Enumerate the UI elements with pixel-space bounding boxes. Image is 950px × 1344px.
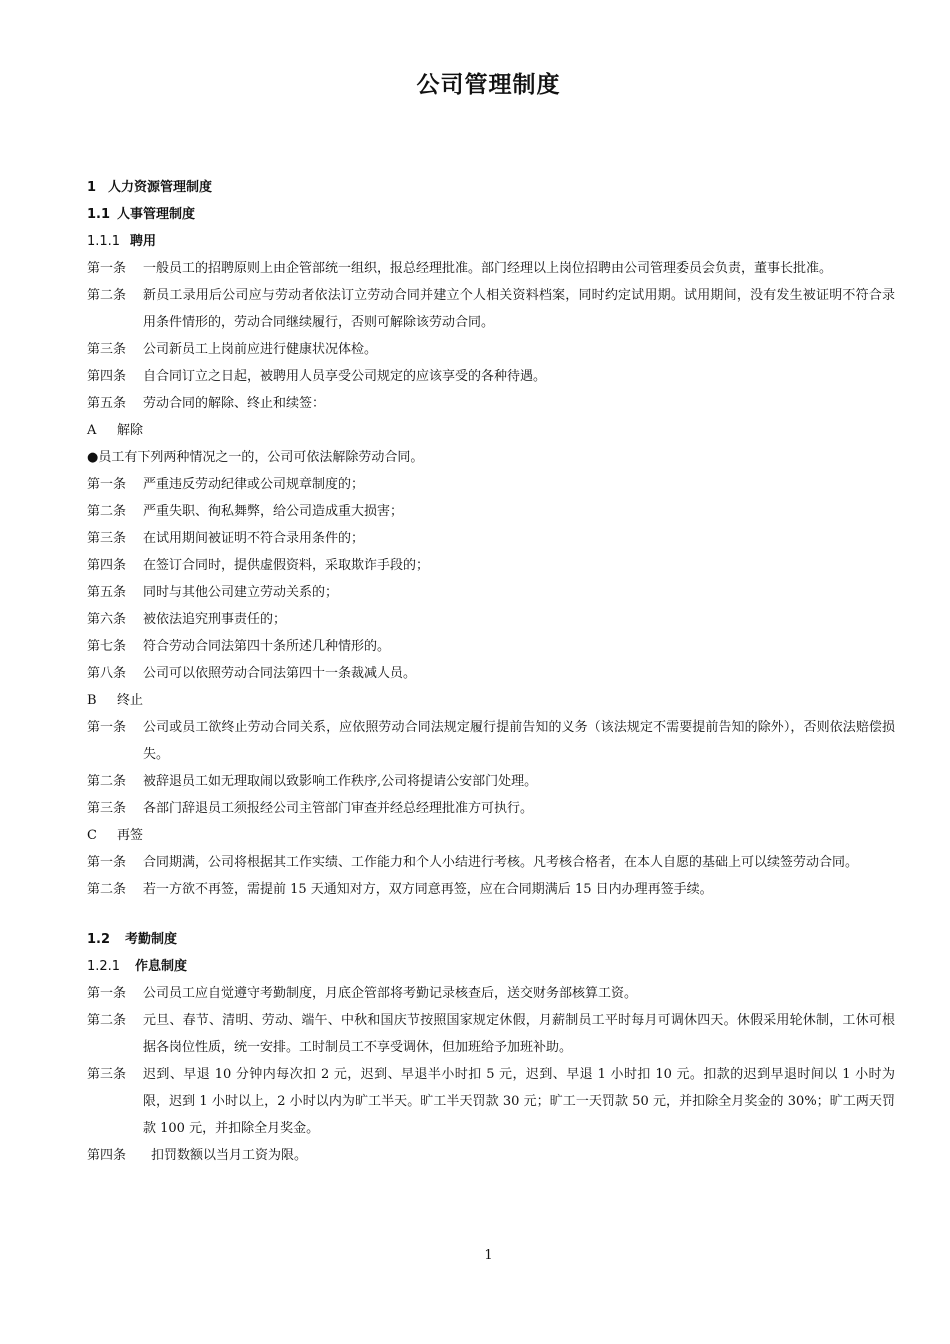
article-text: 元旦、春节、清明、劳动、端午、中秋和国庆节按照国家规定休假，月薪制员工平时每月可调休四天。休假采用轮休制，工休可根据各岗位性质，统一安排。工时制员工不享受调休，但加班给予加班补助。 bbox=[143, 1013, 895, 1055]
article-label: 第三条 bbox=[87, 801, 127, 816]
article-text: 一般员工的招聘原则上由企管部统一组织，报总经理批准。部门经理以上岗位招聘由公司管理委员会负责，董事长批准。 bbox=[143, 261, 833, 276]
section-title: 作息制度 bbox=[135, 959, 188, 974]
article-text: 自合同订立之日起，被聘用人员享受公司规定的应该享受的各种待遇。 bbox=[143, 369, 547, 384]
section-heading-1-1-1 bbox=[87, 228, 895, 255]
article-text: 同时与其他公司建立劳动关系的； bbox=[143, 585, 339, 600]
section-number: 1.1 bbox=[87, 207, 111, 222]
section-heading-1-2 bbox=[87, 926, 895, 953]
article-text: 在试用期间被证明不符合录用条件的； bbox=[143, 531, 365, 546]
article-label: 第二条 bbox=[87, 1013, 127, 1028]
section-heading-1 bbox=[87, 174, 895, 201]
article-label: 第四条 bbox=[87, 369, 127, 384]
article bbox=[87, 1061, 895, 1142]
article-label: 第七条 bbox=[87, 639, 127, 654]
section-title: 聘用 bbox=[130, 234, 157, 249]
article-label: 第四条 bbox=[87, 558, 127, 573]
article-text: 劳动合同的解除、终止和续签： bbox=[143, 396, 326, 411]
article-text: 在签订合同时，提供虚假资料，采取欺诈手段的； bbox=[143, 558, 430, 573]
article bbox=[87, 980, 895, 1007]
page-number: 1 bbox=[484, 1248, 493, 1263]
section-number: 1.2.1 bbox=[87, 959, 121, 974]
article bbox=[87, 579, 895, 606]
article bbox=[87, 363, 895, 390]
article-text: 严重违反劳动纪律或公司规章制度的； bbox=[143, 477, 365, 492]
subpart-label: C bbox=[87, 828, 97, 843]
section-heading-1-2-1 bbox=[87, 953, 895, 980]
attendance-articles bbox=[87, 980, 895, 1169]
article-label: 第三条 bbox=[87, 1067, 127, 1082]
article bbox=[87, 282, 895, 336]
article-label: 第二条 bbox=[87, 882, 127, 897]
article-label: 第二条 bbox=[87, 774, 127, 789]
section-number: 1.1.1 bbox=[87, 234, 121, 249]
article-label: 第五条 bbox=[87, 396, 127, 411]
article-label: 第三条 bbox=[87, 531, 127, 546]
subpart-title: 终止 bbox=[117, 693, 144, 708]
subpart-label: B bbox=[87, 693, 97, 708]
termination-articles bbox=[87, 714, 895, 822]
article-label: 第一条 bbox=[87, 986, 127, 1001]
article-label: 第一条 bbox=[87, 477, 127, 492]
subpart-label: A bbox=[87, 423, 97, 438]
section-heading-1-1 bbox=[87, 201, 895, 228]
hiring-articles bbox=[87, 255, 895, 417]
subpart-heading-c bbox=[87, 822, 895, 849]
article-label: 第五条 bbox=[87, 585, 127, 600]
article bbox=[87, 525, 895, 552]
document-title: 公司管理制度 bbox=[416, 72, 561, 98]
article bbox=[87, 336, 895, 363]
article bbox=[87, 1142, 895, 1169]
article-text: 扣罚数额以当月工资为限。 bbox=[151, 1148, 308, 1163]
article-text: 新员工录用后公司应与劳动者依法订立劳动合同并建立个人相关资料档案，同时约定试用期。试用期间，没有发生被证明不符合录用条件情形的，劳动合同继续履行，否则可解除该劳动合同。 bbox=[143, 288, 895, 330]
bullet-intro: ●员工有下列两种情况之一的，公司可依法解除劳动合同。 bbox=[87, 450, 424, 465]
section-title: 考勤制度 bbox=[125, 932, 178, 947]
subpart-title: 再签 bbox=[117, 828, 144, 843]
subpart-heading-a bbox=[87, 417, 895, 444]
article bbox=[87, 606, 895, 633]
article-text: 公司新员工上岗前应进行健康状况体检。 bbox=[143, 342, 378, 357]
article-label: 第一条 bbox=[87, 720, 127, 735]
article bbox=[87, 390, 895, 417]
article-text: 被辞退员工如无理取闹以致影响工作秩序,公司将提请公安部门处理。 bbox=[143, 774, 538, 789]
article-label: 第一条 bbox=[87, 855, 127, 870]
article-text: 迟到、早退 10 分钟内每次扣 2 元，迟到、早退半小时扣 5 元，迟到、早退 1 小时扣 10 元。扣款的迟到早退时间以 1 小时为限，迟到 1 小时以上，2 小时以内为旷工半天。旷工半天罚款 30 元；旷工一天罚款 50 元，并扣除全月奖金的 30%；旷工两天罚款 100 元，并扣除全月奖金。 bbox=[143, 1067, 895, 1136]
section-number: 1 bbox=[87, 180, 97, 195]
article bbox=[87, 1007, 895, 1061]
article bbox=[87, 498, 895, 525]
article-label: 第六条 bbox=[87, 612, 127, 627]
section-title: 人事管理制度 bbox=[117, 207, 196, 222]
article bbox=[87, 660, 895, 687]
article bbox=[87, 552, 895, 579]
article-label: 第三条 bbox=[87, 342, 127, 357]
article-text: 若一方欲不再签，需提前 15 天通知对方，双方同意再签，应在合同期满后 15 日内办理再签手续。 bbox=[143, 882, 713, 897]
section-number: 1.2 bbox=[87, 932, 111, 947]
renewal-articles bbox=[87, 849, 895, 903]
subpart-heading-b bbox=[87, 687, 895, 714]
article bbox=[87, 849, 895, 876]
article bbox=[87, 255, 895, 282]
article bbox=[87, 768, 895, 795]
section-title: 人力资源管理制度 bbox=[108, 180, 213, 195]
article-label: 第八条 bbox=[87, 666, 127, 681]
article-label: 第四条 bbox=[87, 1148, 127, 1163]
article-text: 公司可以依照劳动合同法第四十一条裁减人员。 bbox=[143, 666, 417, 681]
article-label: 第一条 bbox=[87, 261, 127, 276]
article-text: 被依法追究刑事责任的； bbox=[143, 612, 287, 627]
article bbox=[87, 795, 895, 822]
article-text: 符合劳动合同法第四十条所述几种情形的。 bbox=[143, 639, 391, 654]
article-text: 公司员工应自觉遵守考勤制度，月底企管部将考勤记录核查后，送交财务部核算工资。 bbox=[143, 986, 638, 1001]
article bbox=[87, 714, 895, 768]
article bbox=[87, 471, 895, 498]
article-label: 第二条 bbox=[87, 288, 127, 303]
article bbox=[87, 876, 895, 903]
article bbox=[87, 633, 895, 660]
article-label: 第二条 bbox=[87, 504, 127, 519]
article-text: 严重失职、徇私舞弊，给公司造成重大损害； bbox=[143, 504, 404, 519]
dissolution-articles bbox=[87, 471, 895, 687]
article-text: 公司或员工欲终止劳动合同关系，应依照劳动合同法规定履行提前告知的义务（该法规定不需要提前告知的除外），否则依法赔偿损失。 bbox=[143, 720, 895, 762]
subpart-title: 解除 bbox=[117, 423, 144, 438]
article-text: 合同期满，公司将根据其工作实绩、工作能力和个人小结进行考核。凡考核合格者，在本人自愿的基础上可以续签劳动合同。 bbox=[143, 855, 859, 870]
article-text: 各部门辞退员工须报经公司主管部门审查并经总经理批准方可执行。 bbox=[143, 801, 534, 816]
document-body bbox=[87, 174, 895, 1169]
